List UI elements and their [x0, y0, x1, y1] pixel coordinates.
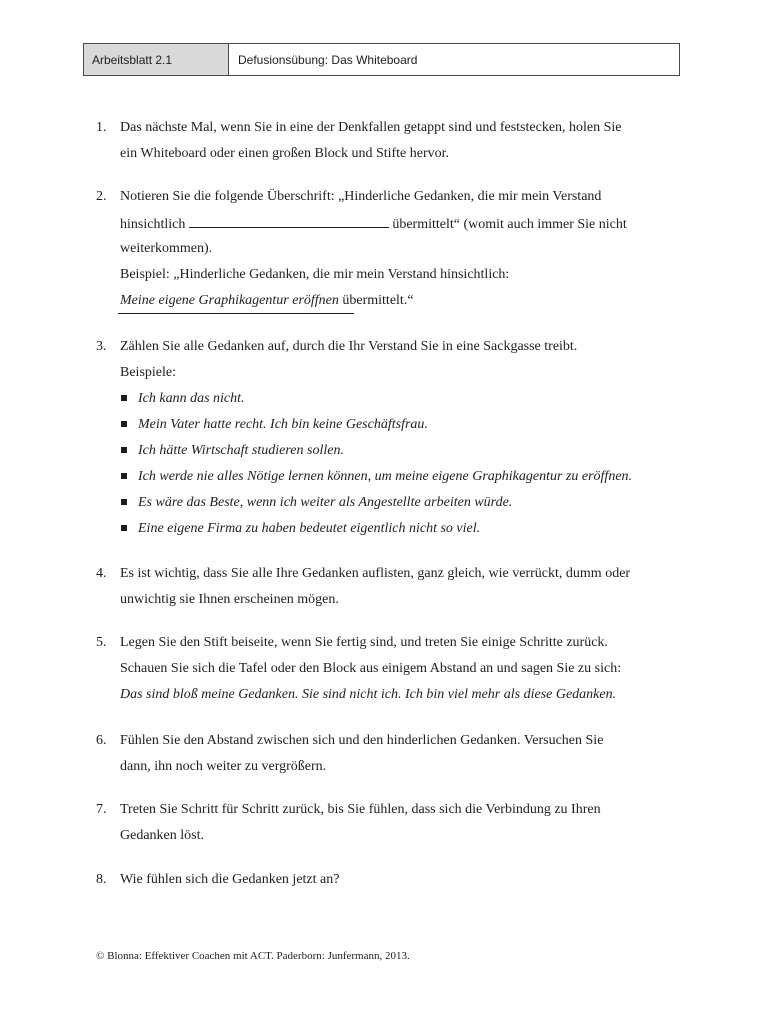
bullet-text: Ich hätte Wirtschaft studieren sollen.	[138, 443, 344, 458]
item-text-line: unwichtig sie Ihnen erscheinen mögen.	[120, 592, 339, 607]
item-italic-line: Das sind bloß meine Gedanken. Sie sind nicht ich. Ich bin viel mehr als diese Gedanken.	[120, 687, 617, 702]
blank-prefix: hinsichtlich	[120, 217, 186, 232]
fill-in-blank	[189, 215, 389, 228]
item-number: 3.	[96, 339, 107, 354]
item-number: 1.	[96, 120, 107, 135]
sheet-title: Defusionsübung: Das Whiteboard	[238, 52, 418, 67]
bullet-marker	[121, 421, 127, 427]
item-text-line: dann, ihn noch weiter zu vergrößern.	[120, 759, 327, 774]
item-number: 8.	[96, 872, 107, 887]
blank-suffix: übermittelt“ (womit auch immer Sie nicht	[392, 217, 627, 232]
example-intro: Beispiel: „Hinderliche Gedanken, die mir mein Verstand hinsichtlich:	[120, 267, 510, 282]
item-text-line: Es ist wichtig, dass Sie alle Ihre Gedanken auflisten, ganz gleich, wie verrückt, dumm oder	[120, 566, 631, 581]
bullet-marker	[121, 499, 127, 505]
bullet-text: Eine eigene Firma zu haben bedeutet eigentlich nicht so viel.	[138, 521, 481, 536]
bullet-marker	[121, 473, 127, 479]
examples-label: Beispiele:	[120, 365, 176, 380]
bullet-text: Es wäre das Beste, wenn ich weiter als Angestellte arbeiten würde.	[138, 495, 513, 510]
item-text-line: Notieren Sie die folgende Überschrift: „Hinderliche Gedanken, die mir mein Verstand	[120, 189, 602, 204]
item-number: 7.	[96, 802, 107, 817]
worksheet-header	[83, 43, 680, 76]
item-text-line-with-blank	[120, 215, 627, 233]
bullet-text: Ich werde nie alles Nötige lernen können, um meine eigene Graphikagentur zu eröffnen.	[138, 469, 633, 484]
item-text-line: Zählen Sie alle Gedanken auf, durch die Ihr Verstand Sie in eine Sackgasse treibt.	[120, 339, 578, 354]
example-line	[120, 293, 414, 309]
sheet-label: Arbeitsblatt 2.1	[84, 44, 229, 75]
item-text-line: Treten Sie Schritt für Schritt zurück, bis Sie fühlen, dass sich die Verbindung zu Ihren	[120, 802, 601, 817]
item-number: 4.	[96, 566, 107, 581]
bullet-marker	[121, 447, 127, 453]
copyright-footer: © Blonna: Effektiver Coachen mit ACT. Paderborn: Junfermann, 2013.	[96, 950, 410, 962]
item-number: 6.	[96, 733, 107, 748]
example-underline	[118, 313, 354, 314]
item-text-line: Schauen Sie sich die Tafel oder den Block aus einigem Abstand an und sagen Sie zu sich:	[120, 661, 622, 676]
bullet-marker	[121, 525, 127, 531]
item-text-line: ein Whiteboard oder einen großen Block und Stifte hervor.	[120, 146, 450, 161]
item-text-line: Wie fühlen sich die Gedanken jetzt an?	[120, 872, 340, 887]
item-number: 2.	[96, 189, 107, 204]
item-text-line: Das nächste Mal, wenn Sie in eine der Denkfallen getappt sind und feststecken, holen Sie	[120, 120, 622, 135]
bullet-marker	[121, 395, 127, 401]
bullet-text: Ich kann das nicht.	[138, 391, 245, 406]
example-end: übermittelt.“	[338, 293, 414, 308]
item-text-line: Fühlen Sie den Abstand zwischen sich und den hinderlichen Gedanken. Versuchen Sie	[120, 733, 604, 748]
bullet-text: Mein Vater hatte recht. Ich bin keine Geschäftsfrau.	[138, 417, 428, 432]
item-text-line: Gedanken löst.	[120, 828, 204, 843]
item-number: 5.	[96, 635, 107, 650]
item-text-line: weiterkommen).	[120, 241, 213, 256]
example-italic: Meine eigene Graphikagentur eröffnen	[120, 293, 339, 308]
item-text-line: Legen Sie den Stift beiseite, wenn Sie fertig sind, und treten Sie einige Schritte zurück.	[120, 635, 608, 650]
